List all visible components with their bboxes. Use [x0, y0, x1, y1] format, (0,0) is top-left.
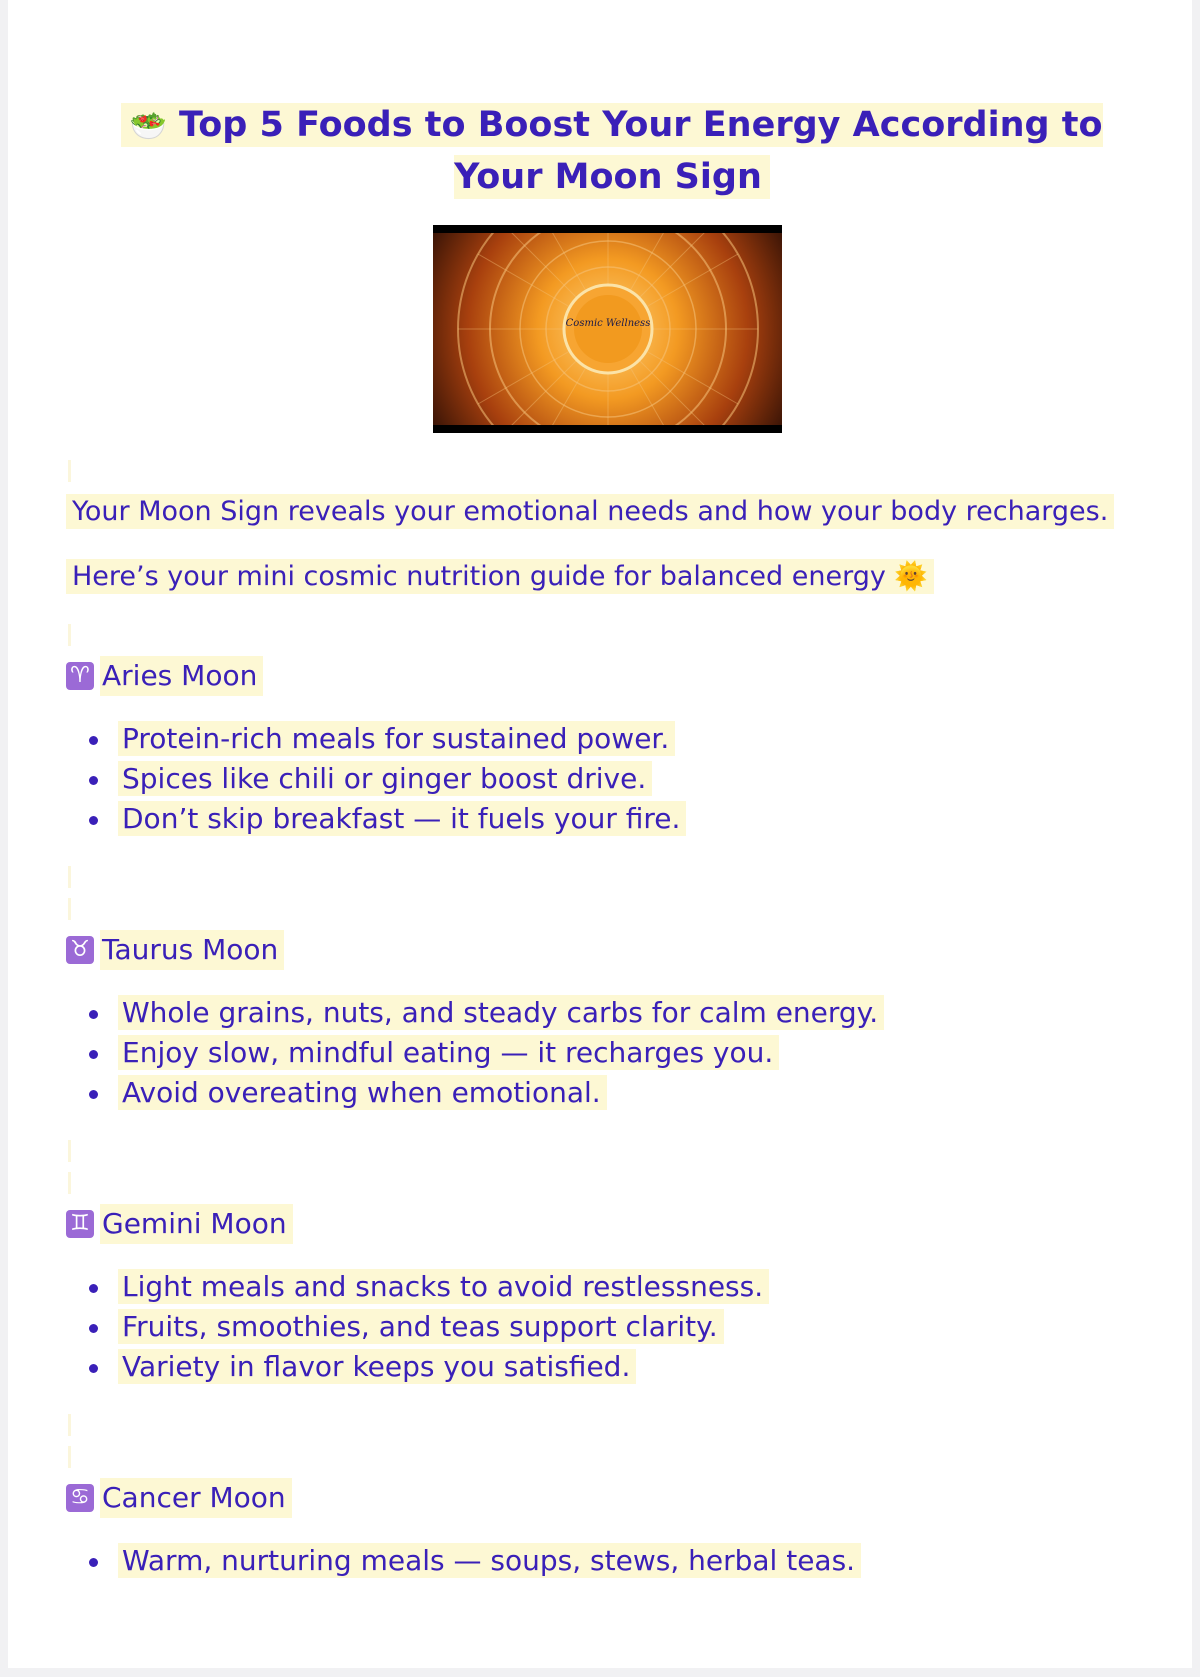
aries-tips-list [8, 719, 686, 839]
list-item: Protein-rich meals for sustained power. [8, 719, 686, 759]
gemini-tips-list [8, 1267, 769, 1387]
sign-label: Taurus Moon [100, 930, 284, 970]
document-page [8, 0, 1192, 1668]
zodiac-wheel-image [433, 225, 782, 433]
intro-line-1: Your Moon Sign reveals your emotional needs and how your body recharges. [66, 494, 1114, 530]
salad-icon: 🥗 [129, 109, 167, 144]
cancer-icon: ♋ [66, 1484, 94, 1512]
blank-line-marker [68, 1414, 71, 1436]
taurus-icon: ♉ [66, 936, 94, 964]
list-item: Variety in flavor keeps you satisfied. [8, 1347, 769, 1387]
hero-logo-text: Cosmic Wellness [565, 318, 651, 329]
list-item: Avoid overeating when emotional. [8, 1073, 884, 1113]
section-heading-taurus [66, 930, 284, 970]
list-item: Whole grains, nuts, and steady carbs for calm energy. [8, 993, 884, 1033]
intro-line-2: Here’s your mini cosmic nutrition guide for balanced energy 🌞 [66, 559, 934, 595]
blank-line-marker [68, 898, 71, 920]
sign-label: Cancer Moon [100, 1478, 292, 1518]
blank-line-marker [68, 1446, 71, 1468]
list-item: Warm, nurturing meals — soups, stews, herbal teas. [8, 1541, 861, 1581]
sign-label: Aries Moon [100, 656, 263, 696]
blank-line-marker [68, 460, 71, 482]
section-heading-cancer [66, 1478, 292, 1518]
sign-label: Gemini Moon [100, 1204, 293, 1244]
taurus-tips-list [8, 993, 884, 1113]
list-item: Light meals and snacks to avoid restlessness. [8, 1267, 769, 1307]
gemini-icon: ♊ [66, 1210, 94, 1238]
cancer-tips-list [8, 1541, 861, 1581]
aries-icon: ♈ [66, 662, 94, 690]
list-item: Enjoy slow, mindful eating — it recharges you. [8, 1033, 884, 1073]
blank-line-marker [68, 624, 71, 646]
list-item: Don’t skip breakfast — it fuels your fire. [8, 799, 686, 839]
section-heading-gemini [66, 1204, 293, 1244]
blank-line-marker [68, 1172, 71, 1194]
blank-line-marker [68, 866, 71, 888]
page-title-text: Top 5 Foods to Boost Your Energy According to Your Moon Sign [179, 105, 1103, 197]
page-title [72, 100, 1152, 202]
section-heading-aries [66, 656, 263, 696]
blank-line-marker [68, 1140, 71, 1162]
list-item: Spices like chili or ginger boost drive. [8, 759, 686, 799]
list-item: Fruits, smoothies, and teas support clarity. [8, 1307, 769, 1347]
